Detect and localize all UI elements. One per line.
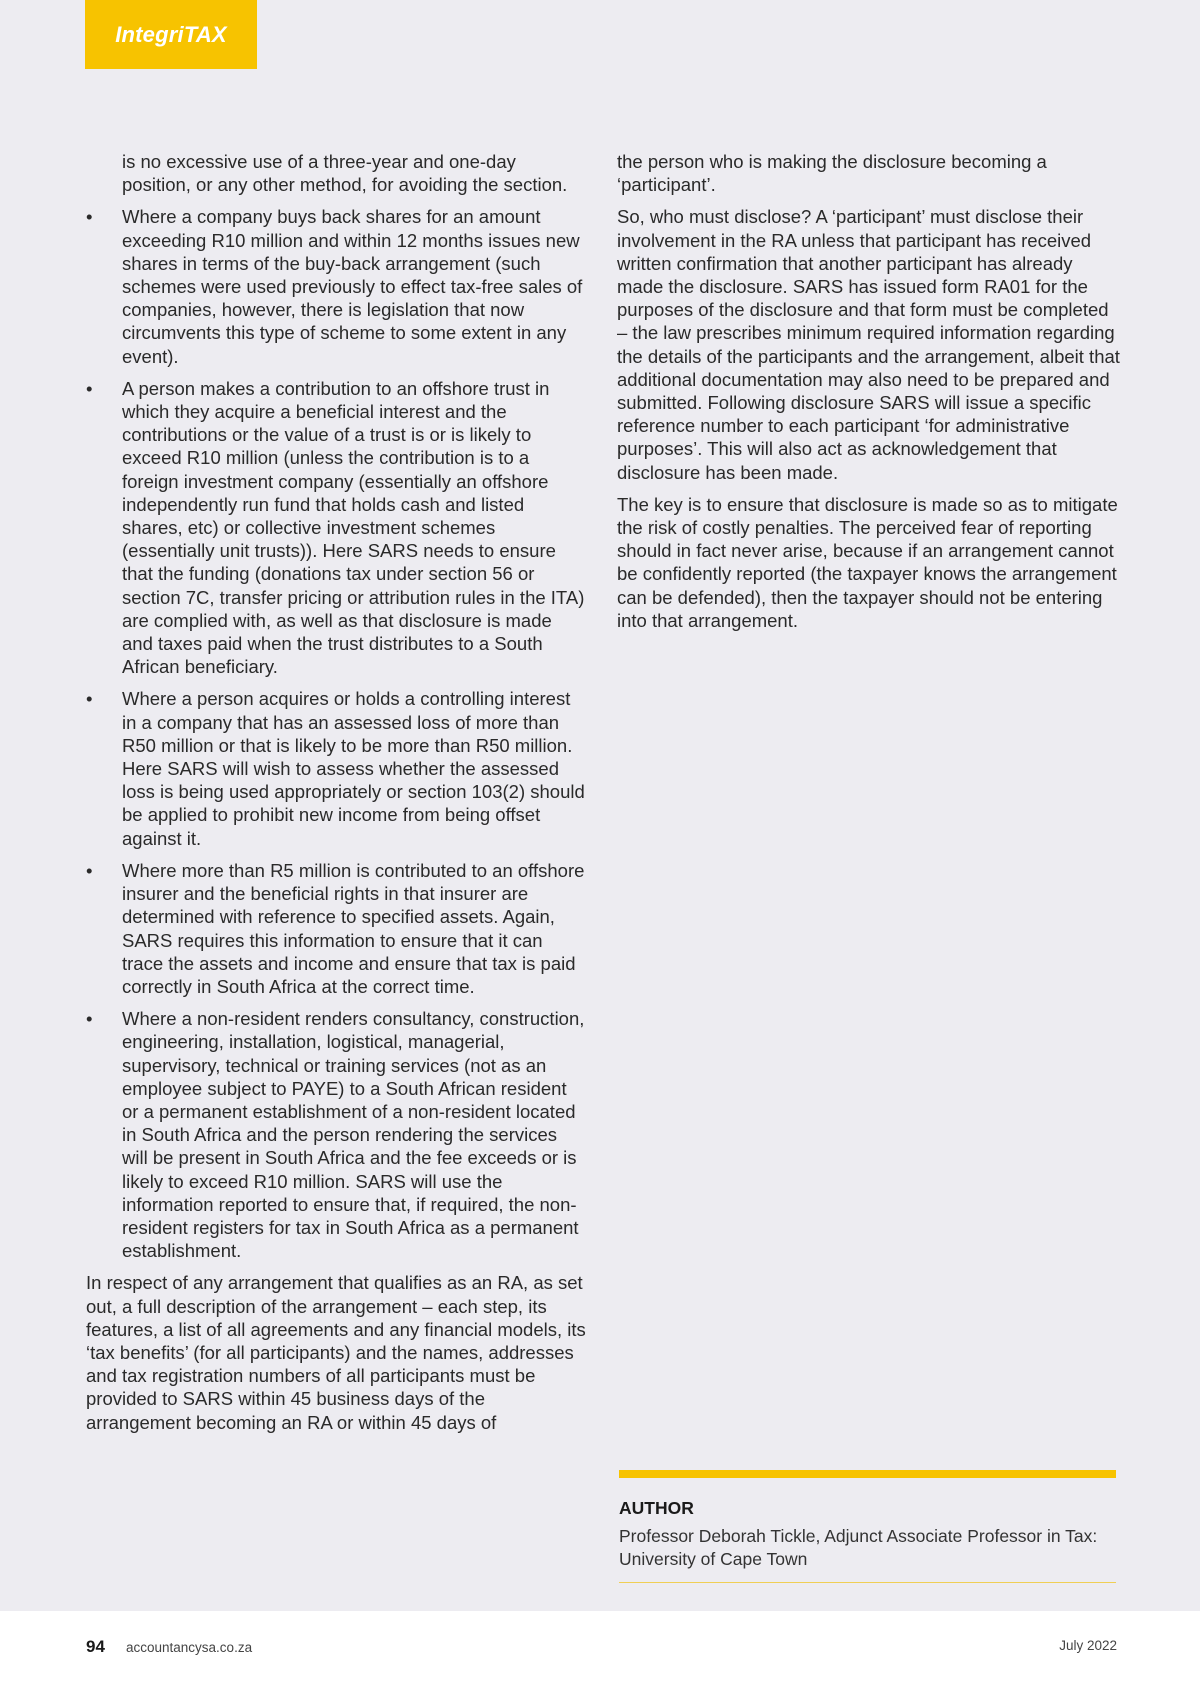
closing-paragraph: In respect of any arrangement that qualifies as an RA, as set out, a full description of the arrangement – each step, its features, a list of all agreements and any financial models, its ‘tax benefits’ (for all participants) and the names, addresses and tax registration numbers of all participants must be provided to SARS within 45 business days of the arrangement becoming an RA or within 45 days of: [86, 1272, 586, 1433]
bullet-text: A person makes a contribution to an offshore trust in which they acquire a beneficial interest and the contributions or the value of a trust is or is likely to exceed R10 million (unless the contribution is to a foreign investment company (essentially an offshore independently run fund that holds cash and listed shares, etc) or collective investment schemes (essentially unit trusts)). Here SARS needs to ensure that the funding (donations tax under section 56 or section 7C, transfer pricing or attribution rules in the ITA) are complied with, as well as that disclosure is made and taxes paid when the trust distributes to a South African beneficiary.: [122, 377, 585, 678]
author-affiliation: University of Cape Town: [619, 1549, 808, 1569]
paragraph-participant: the person who is making the disclosure becoming a ‘participant’.: [617, 151, 1047, 196]
author-accent-bar: [619, 1470, 1116, 1478]
website-link[interactable]: accountancysa.co.za: [126, 1640, 253, 1655]
bullet-icon: •: [86, 859, 93, 881]
continuation-text: is no excessive use of a three-year and one-day position, or any other method, for avoiding the section.: [122, 151, 568, 196]
bullet-item-offshore-insurer: [86, 859, 586, 998]
left-column: [86, 150, 586, 1443]
bullet-icon: •: [86, 688, 93, 710]
author-divider: [619, 1582, 1116, 1583]
bullet-icon: •: [86, 1008, 93, 1030]
issue-date: July 2022: [1059, 1638, 1117, 1653]
bullet-text: Where a company buys back shares for an amount exceeding R10 million and within 12 months issues new shares in terms of the buy-back arrangement (such schemes were used previously to effect tax-free sales of companies, however, there is legislation that now circumvents this type of scheme to some extent in any event).: [122, 206, 583, 367]
bullet-item-assessed-loss: [86, 687, 586, 849]
page-number: 94: [86, 1637, 105, 1656]
paragraph-key-point: The key is to ensure that disclosure is made so as to mitigate the risk of costly penalties. The perceived fear of reporting should in fact never arise, because if an arrangement cannot be confidently reported (the taxpayer knows the arrangement can be defended), then the taxpayer should not be entering into that arrangement.: [617, 493, 1118, 631]
paragraph-who-must-disclose: So, who must disclose? A ‘participant’ must disclose their involvement in the RA unless that participant has received written confirmation that another participant has already made the disclosure. SARS has issued form RA01 for the purposes of the disclosure and that form must be completed – the law prescribes minimum required information regarding the details of the participants and the arrangement, albeit that additional documentation may also need to be prepared and submitted. Following disclosure SARS will issue a specific reference number to each participant ‘for administrative purposes’. This will also act as acknowledgement that disclosure has been made.: [617, 206, 1120, 483]
author-details: [619, 1525, 1116, 1571]
bullet-item-share-buyback: [86, 205, 586, 367]
right-column: [617, 150, 1122, 641]
integritax-logo: [85, 0, 257, 69]
bullet-item-non-resident-services: [86, 1007, 586, 1262]
bullet-icon: •: [86, 206, 93, 228]
bullet-text: Where more than R5 million is contributed to an offshore insurer and the beneficial rights in that insurer are determined with reference to specified assets. Again, SARS requires this information to ensure that it can trace the assets and income and ensure that tax is paid correctly in South Africa at the correct time.: [122, 859, 585, 997]
bullet-list: [86, 205, 586, 1262]
bullet-item-offshore-trust: [86, 377, 586, 679]
bullet-text: Where a non-resident renders consultancy, construction, engineering, installation, logistical, managerial, supervisory, technical or training services (not as an employee subject to PAYE) to a South African resident or a permanent establishment of a non-resident located in South Africa and the person rendering the services will be present in South Africa and the fee exceeds or is likely to exceed R10 million. SARS will use the information reported to ensure that, if required, the non-resident registers for tax in South Africa as a permanent establishment.: [122, 1008, 585, 1262]
author-name-title: Professor Deborah Tickle, Adjunct Associate Professor in Tax:: [619, 1526, 1098, 1546]
page-footer: [0, 1611, 1200, 1696]
bullet-icon: •: [86, 377, 93, 399]
author-box: [619, 1470, 1116, 1583]
bullet-text: Where a person acquires or holds a controlling interest in a company that has an assessed loss of more than R50 million or that is likely to be more than R50 million. Here SARS will wish to assess whether the assessed loss is being used appropriately or section 103(2) should be applied to prohibit new income from being offset against it.: [122, 688, 585, 849]
author-heading: AUTHOR: [619, 1498, 694, 1518]
logo-text: IntegriTAX: [115, 21, 227, 47]
